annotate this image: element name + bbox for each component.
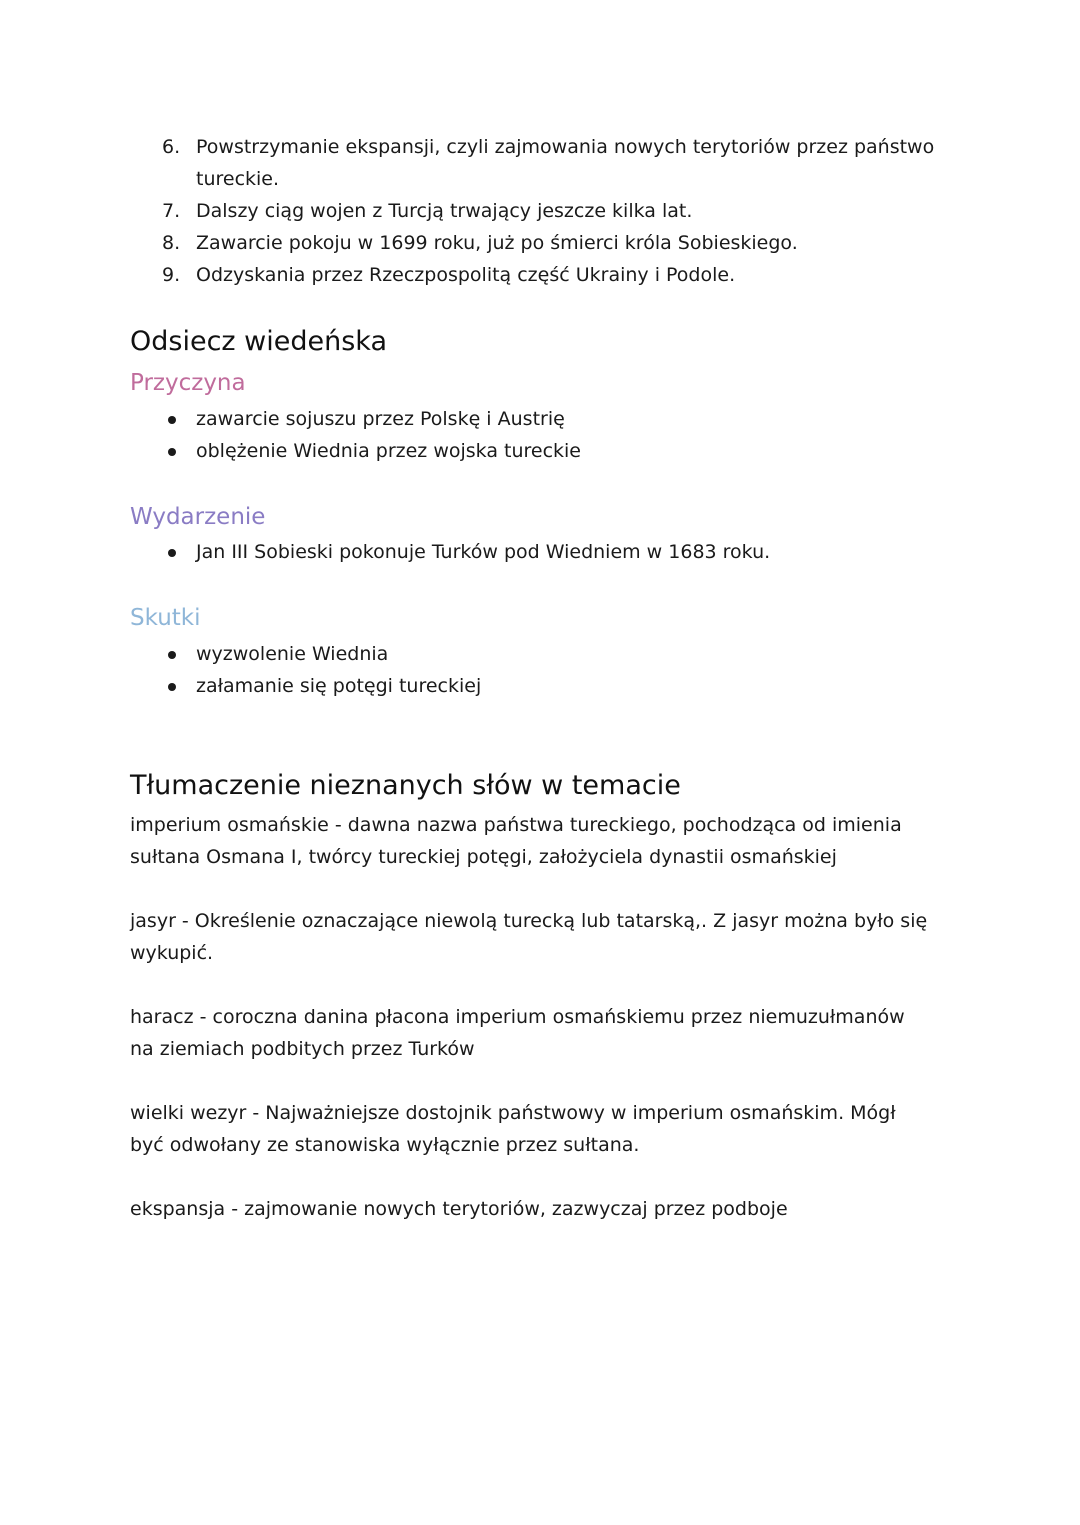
wydarzenie-heading: Wydarzenie xyxy=(130,504,266,530)
section-title: Odsiecz wiedeńska xyxy=(130,326,388,357)
bullet-icon xyxy=(168,448,176,456)
list-item-text: Odzyskania przez Rzeczpospolitą część Ukrainy i Podole. xyxy=(196,264,736,286)
list-item xyxy=(130,435,950,467)
list-item-text: załamanie się potęgi tureckiej xyxy=(196,675,482,697)
glossary-title: Tłumaczenie nieznanych słów w temacie xyxy=(130,770,681,801)
list-item-text: Zawarcie pokoju w 1699 roku, już po śmierci króla Sobieskiego. xyxy=(196,232,798,254)
przyczyna-list xyxy=(130,403,950,467)
glossary-entry: haracz - coroczna danina płacona imperium osmańskiemu przez niemuzułmanów na ziemiach podbitych przez Turków xyxy=(130,1006,905,1060)
glossary-entry: jasyr - Określenie oznaczające niewolą turecką lub tatarską,. Z jasyr można było się wykupić. xyxy=(130,910,928,964)
list-item xyxy=(130,259,950,291)
bullet-icon xyxy=(168,683,176,691)
bullet-icon xyxy=(168,651,176,659)
list-item-text: wyzwolenie Wiednia xyxy=(196,643,389,665)
przyczyna-heading: Przyczyna xyxy=(130,370,246,396)
skutki-heading: Skutki xyxy=(130,605,201,631)
list-item xyxy=(130,536,950,568)
list-item-text: Dalszy ciąg wojen z Turcją trwający jeszcze kilka lat. xyxy=(196,200,693,222)
list-item-text: zawarcie sojuszu przez Polskę i Austrię xyxy=(196,408,565,430)
bullet-icon xyxy=(168,549,176,557)
list-item-text: Powstrzymanie ekspansji, czyli zajmowania nowych terytoriów przez państwo tureckie. xyxy=(196,136,935,190)
list-item-text: Jan III Sobieski pokonuje Turków pod Wiedniem w 1683 roku. xyxy=(196,541,771,563)
list-number: 6. xyxy=(162,136,181,158)
list-item-text: oblężenie Wiednia przez wojska tureckie xyxy=(196,440,582,462)
list-number: 9. xyxy=(162,264,181,286)
list-item xyxy=(130,131,950,195)
wydarzenie-list xyxy=(130,536,950,568)
list-item xyxy=(130,195,950,227)
bullet-icon xyxy=(168,416,176,424)
glossary-entry: imperium osmańskie - dawna nazwa państwa tureckiego, pochodząca od imienia sułtana Osmana I, twórcy tureckiej potęgi, założyciela dynastii osmańskiej xyxy=(130,814,902,868)
glossary-entry: ekspansja - zajmowanie nowych terytoriów, zazwyczaj przez podboje xyxy=(130,1198,788,1220)
list-item xyxy=(130,638,950,670)
numbered-list xyxy=(130,131,950,291)
list-item xyxy=(130,227,950,259)
list-number: 7. xyxy=(162,200,181,222)
list-item xyxy=(130,403,950,435)
list-number: 8. xyxy=(162,232,181,254)
glossary-entry: wielki wezyr - Najważniejsze dostojnik państwowy w imperium osmańskim. Mógł być odwołany ze stanowiska wyłącznie przez sułtana. xyxy=(130,1102,896,1156)
list-item xyxy=(130,670,950,702)
skutki-list xyxy=(130,638,950,702)
